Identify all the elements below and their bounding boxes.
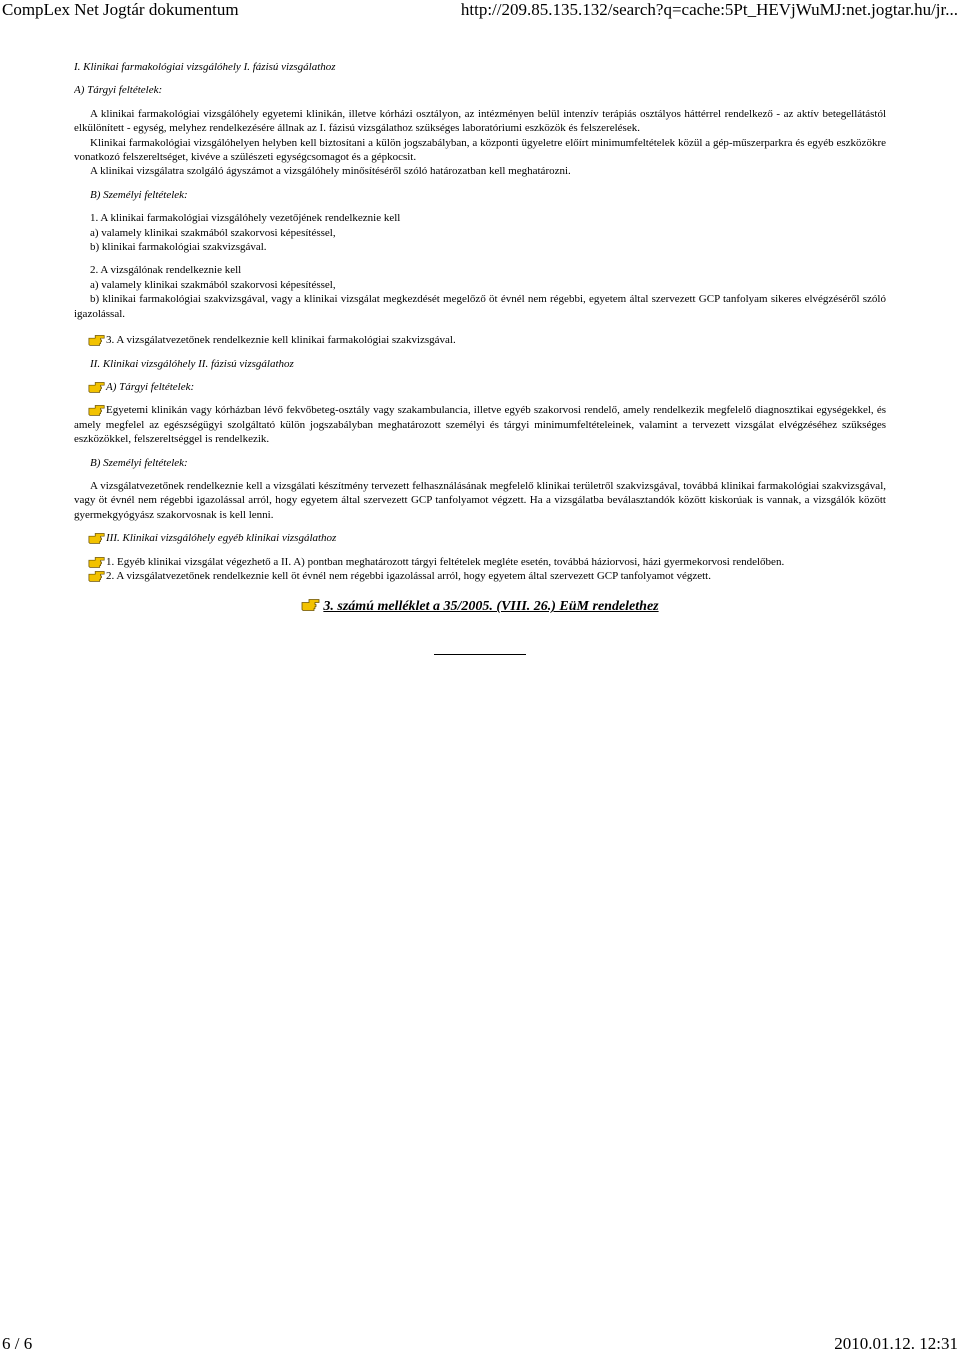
section-3-item-2-row [74, 569, 886, 583]
annex-link[interactable] [74, 597, 886, 614]
section-2-b-label: B) Személyi feltételek: [90, 456, 188, 469]
section-3-item-1-row [74, 555, 886, 569]
pointing-hand-icon[interactable] [88, 569, 106, 583]
section-1-b-item-2a: a) valamely klinikai szakmából szakorvosi képesítéssel, [90, 278, 336, 291]
pointing-hand-icon[interactable] [88, 555, 106, 569]
section-2-a-paragraph-row [74, 403, 886, 446]
document-body [74, 60, 886, 615]
section-1-a-paragraph-3: A klinikai vizsgálatra szolgáló ágyszámot a vizsgálóhely minősítéséről szóló határozatban kell meghatározni. [90, 165, 571, 178]
section-3-item-2: 2. A vizsgálatvezetőnek rendelkeznie kell öt évnél nem régebbi igazolással arról, hogy egyetem által szervezett GCP tanfolyamot végzett. [106, 569, 711, 582]
section-1-heading: I. Klinikai farmakológiai vizsgálóhely I. fázisú vizsgálathoz [74, 61, 336, 73]
section-1-b-item-3-row [74, 333, 886, 347]
section-3-item-1: 1. Egyéb klinikai vizsgálat végezhető a II. A) pontban meghatározott tárgyi feltételek megléte esetén, továbbá háziorvosi, házi gyermekorvosi rendelőben. [106, 555, 785, 568]
pointing-hand-icon[interactable] [88, 380, 106, 394]
section-3-heading: III. Klinikai vizsgálóhely egyéb klinikai vizsgálathoz [106, 532, 337, 545]
section-1-a-label: A) Tárgyi feltételek: [74, 84, 163, 97]
section-1-a-paragraph-2: Klinikai farmakológiai vizsgálóhelyen helyben kell biztosítani a külön jogszabályban, a központi ügyeletre előírt minimumfeltételek közül a gép-műszerparkra és egyéb eszközökre vonatkozó felszereltséget, kivéve a szülészeti egységcsomagot és a gépkocsit. [74, 136, 886, 164]
pointing-hand-icon [301, 597, 321, 612]
section-2-b-paragraph-1: A vizsgálatvezetőnek rendelkeznie kell a vizsgálati készítmény tervezett felhasználásának megfelelő klinikai területről szakvizsgával, továbbá klinikai farmakológiai szakvizsgával, vagy öt évnél nem régebbi igazolással arról, hogy egyetem által szervezett GCP tanfolyamot végzett. Ha a vizsgálatba beválasztandók között kiskorúak is vannak, a vizsgálók között gyermekgyógyász szakorvosnak is kell lenni. [74, 479, 886, 521]
footer-page-number: 6 / 6 [2, 1334, 33, 1353]
section-3-heading-row [74, 531, 886, 545]
section-1-b-item-1b: b) klinikai farmakológiai szakvizsgával. [90, 241, 267, 254]
section-1-b-item-3: 3. A vizsgálatvezetőnek rendelkeznie kell klinikai farmakológiai szakvizsgával. [106, 334, 456, 347]
section-1-b-label: B) Személyi feltételek: [90, 188, 188, 201]
section-2-a-label: A) Tárgyi feltételek: [106, 380, 195, 393]
section-1-b-item-1a: a) valamely klinikai szakmából szakorvosi képesítéssel, [90, 226, 336, 239]
annex-link-text[interactable]: 3. számú melléklet a 35/2005. (VIII. 26.) EüM rendelethez [323, 599, 659, 615]
section-1-b-item-1: 1. A klinikai farmakológiai vizsgálóhely vezetőjének rendelkeznie kell [90, 212, 401, 225]
pointing-hand-icon[interactable] [88, 333, 106, 347]
section-1-b-item-2: 2. A vizsgálónak rendelkeznie kell [90, 264, 242, 277]
section-1-b-item-2b: b) klinikai farmakológiai szakvizsgával, vagy a klinikai vizsgálat megkezdését megelőző öt évnél nem régebbi, egyetem által szervezett GCP tanfolyam sikeres elvégzéséről szóló igazolással. [74, 293, 886, 320]
section-1-a-paragraph-1: A klinikai farmakológiai vizsgálóhely egyetemi klinikán, illetve kórházi osztályon, az intézményen belül intenzív terápiás osztályos háttérrel rendelkező - az aktív betegellátástól elkülönített - egység, melyhez rendelkezésére állnak az I. fázisú vizsgálathoz szükséges laboratóriumi eszközök és felszerelések. [74, 107, 886, 135]
section-2-a-paragraph-1: Egyetemi klinikán vagy kórházban lévő fekvőbeteg-osztály vagy szakambulancia, illetve egyéb szakorvosi rendelő, amely rendelkezik megfelelő diagnosztikai egységekkel, és amely megfelel az egészségügyi szolgáltató külön jogszabályban meghatározott személyi és tárgyi minimumfeltételeinek, valamint a tervezett vizsgálat elvégzéséhez szükséges eszközökkel, felszereltséggel is rendelkezik. [74, 404, 886, 446]
section-2-a-label-row [74, 380, 886, 394]
horizontal-divider [434, 654, 526, 655]
section-2-heading: II. Klinikai vizsgálóhely II. fázisú vizsgálathoz [90, 357, 294, 370]
pointing-hand-icon[interactable] [88, 403, 106, 417]
footer-datetime: 2010.01.12. 12:31 [834, 1334, 958, 1353]
header-title: CompLex Net Jogtár dokumentum [2, 0, 239, 19]
pointing-hand-icon[interactable] [88, 531, 106, 545]
header-url[interactable]: http://209.85.135.132/search?q=cache:5Pt_HEVjWuMJ:net.jogtar.hu/jr... [460, 0, 958, 19]
